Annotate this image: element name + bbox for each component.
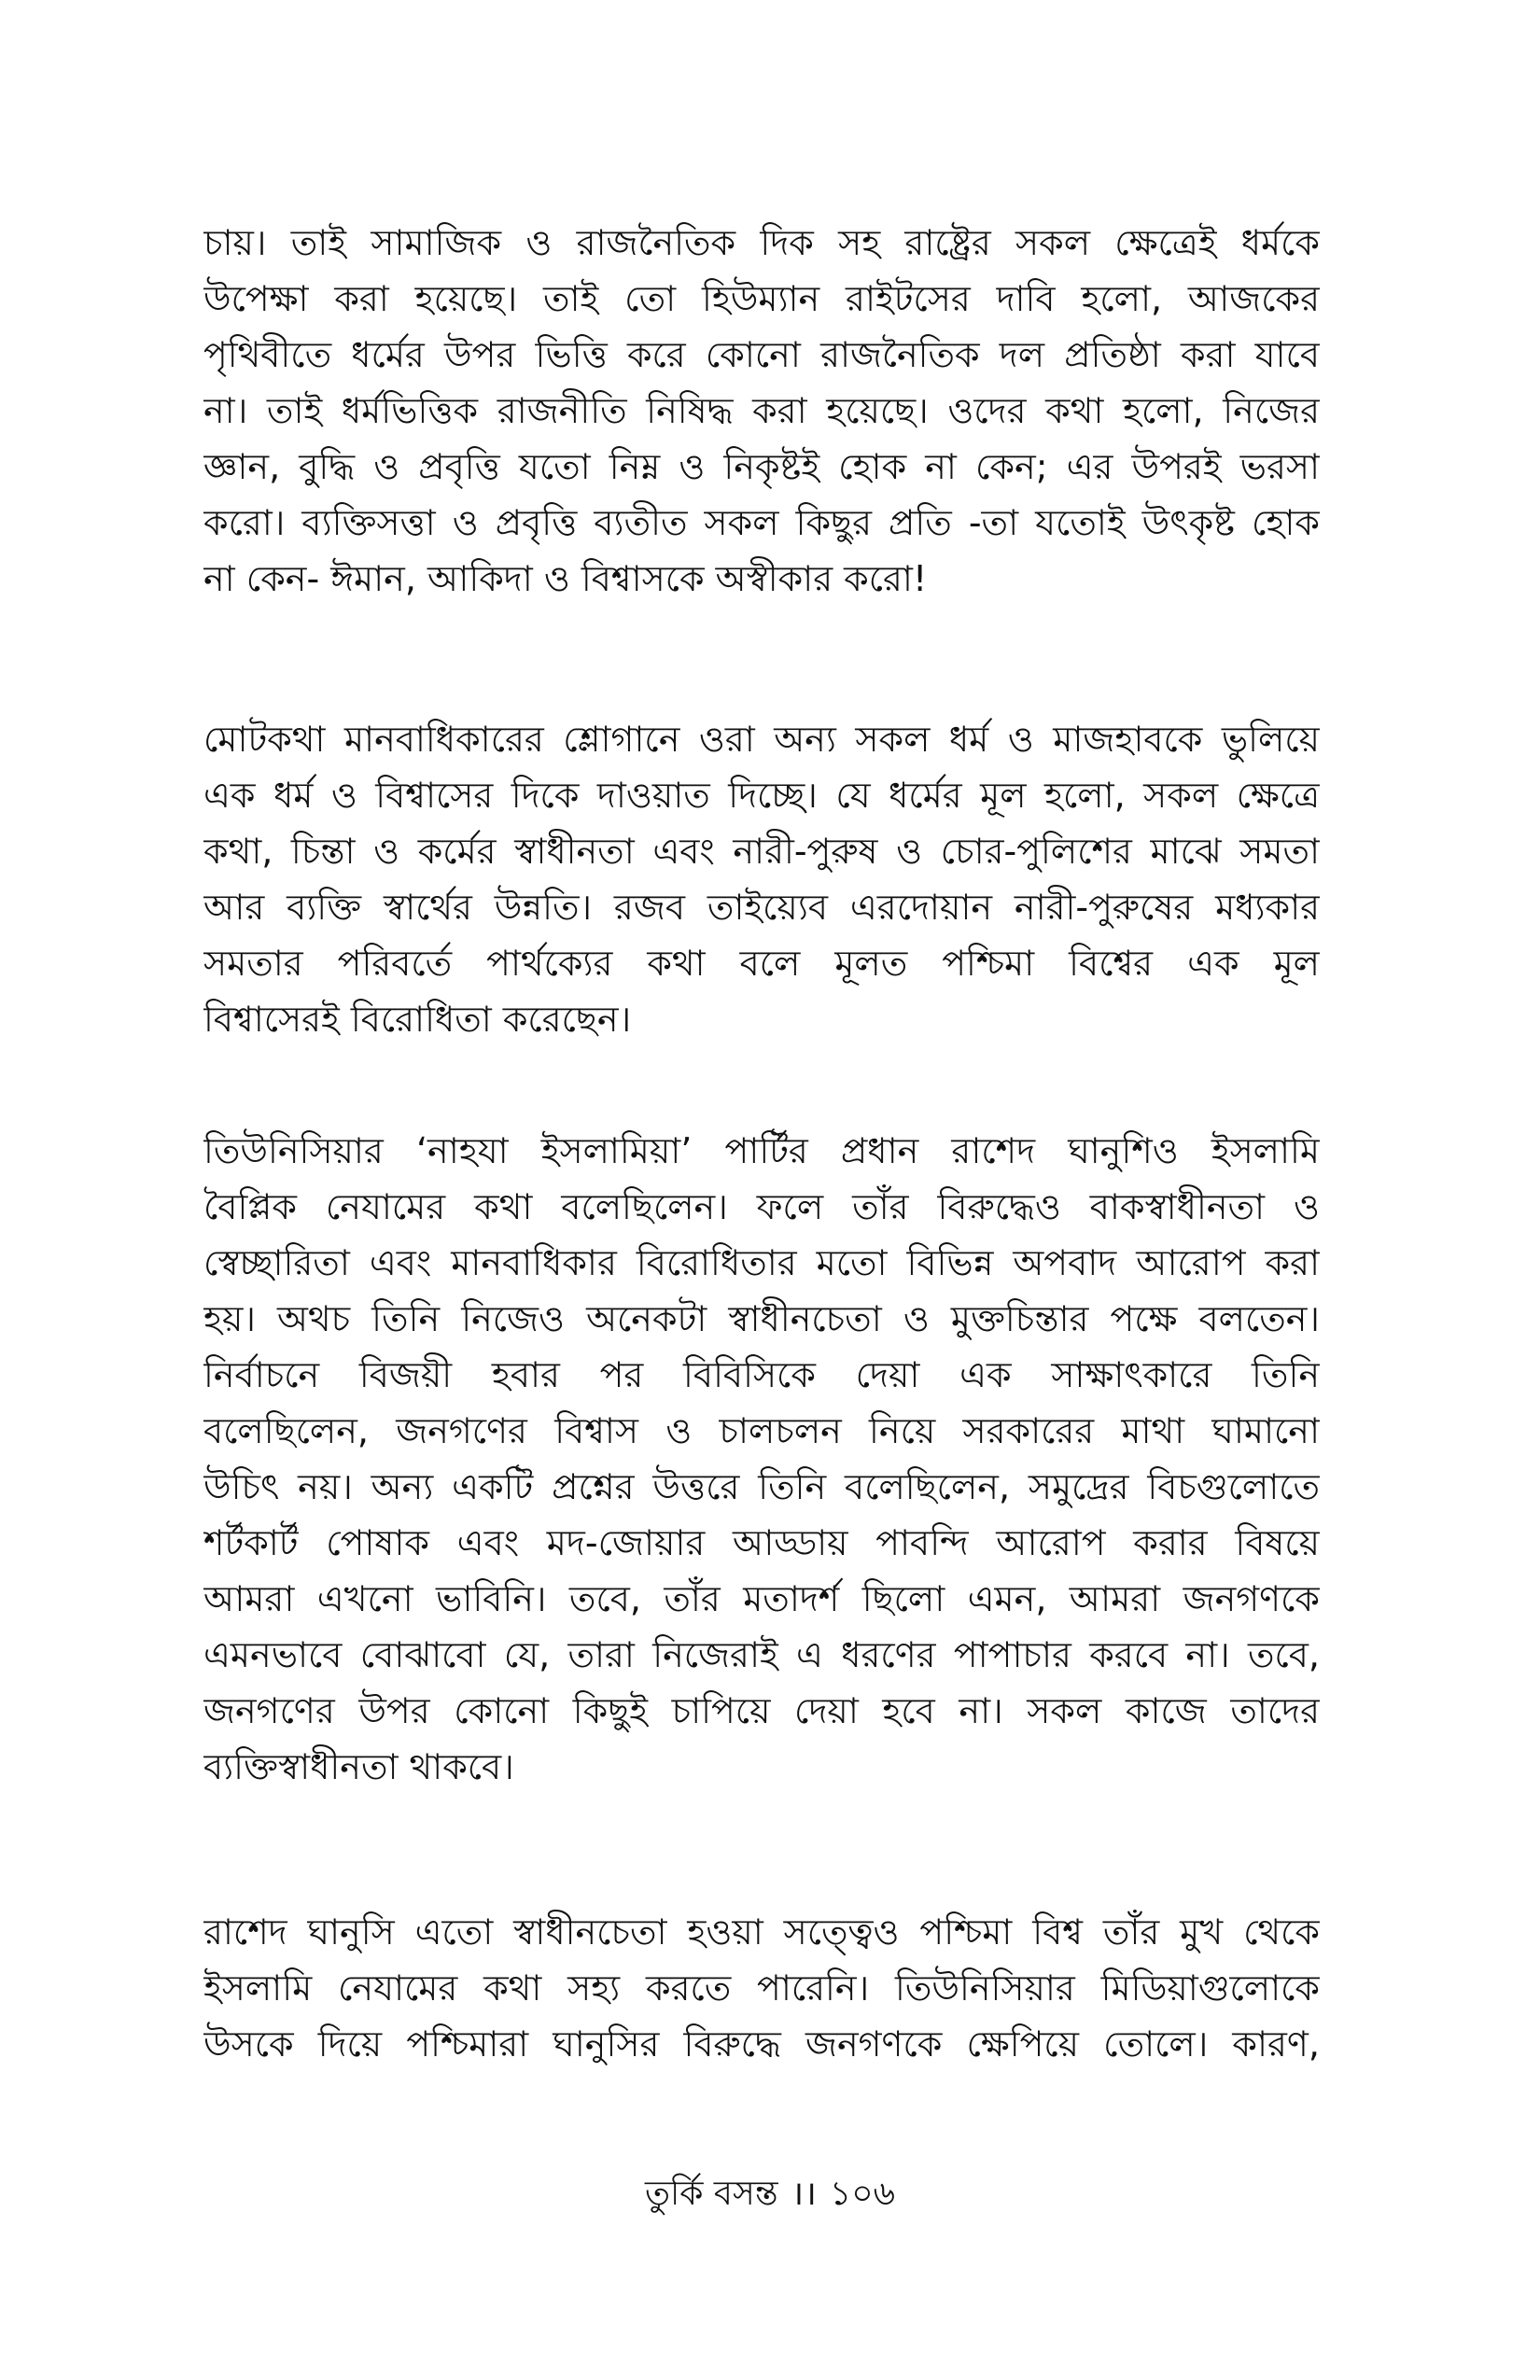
- paragraph-1: [203, 215, 1320, 607]
- text-line: উসকে দিয়ে পশ্চিমারা ঘানুসির বিরুদ্ধে জনগণকে ক্ষেপিয়ে তোলে। কারণ,: [203, 2023, 1320, 2065]
- paragraph-3: [203, 1123, 1320, 1795]
- text-line: সমতার পরিবর্তে পার্থক্যের কথা বলে মূলত পশ্চিমা বিশ্বের এক মূল: [203, 943, 1320, 984]
- text-line: ইসলামি নেযামের কথা সহ্য করতে পারেনি। তিউনিসিয়ার মিডিয়াগুলোকে: [203, 1967, 1320, 2009]
- text-line: এমনভাবে বোঝাবো যে, তারা নিজেরাই এ ধরণের পাপাচার করবে না। তবে,: [203, 1634, 1320, 1675]
- text-line: তিউনিসিয়ার ‘নাহযা ইসলামিয়া’ পার্টির প্রধান রাশেদ ঘানুশিও ইসলামি: [203, 1130, 1320, 1171]
- text-line: বলেছিলেন, জনগণের বিশ্বাস ও চালচলন নিয়ে সরকারের মাথা ঘামানো: [203, 1410, 1320, 1451]
- text-line: না। তাই ধর্মভিত্তিক রাজনীতি নিষিদ্ধ করা হয়েছে। ওদের কথা হলো, নিজের: [203, 390, 1320, 431]
- text-line: উচিৎ নয়। অন্য একটি প্রশ্নের উত্তরে তিনি বলেছিলেন, সমুদ্রের বিচগুলোতে: [203, 1466, 1320, 1507]
- footer-separator: ।।: [791, 2175, 817, 2213]
- text-line: না কেন- ঈমান, আকিদা ও বিশ্বাসকে অস্বীকার করো!: [203, 558, 928, 599]
- text-line: এক ধর্ম ও বিশ্বাসের দিকে দাওয়াত দিচ্ছে। যে ধর্মের মূল হলো, সকল ক্ষেত্রে: [203, 775, 1320, 816]
- text-line: আর ব্যক্তি স্বার্থের উন্নতি। রজব তাইয়্যেব এরদোয়ান নারী-পুরুষের মধ্যকার: [203, 887, 1320, 928]
- text-line: বৈপ্লিক নেযামের কথা বলেছিলেন। ফলে তাঁর বিরুদ্ধেও বাকস্বাধীনতা ও: [203, 1186, 1320, 1227]
- text-line: কথা, চিন্তা ও কর্মের স্বাধীনতা এবং নারী-পুরুষ ও চোর-পুলিশের মাঝে সমতা: [203, 831, 1320, 872]
- text-line: উপেক্ষা করা হয়েছে। তাই তো হিউম্যান রাইটসের দাবি হলো, আজকের: [203, 278, 1320, 319]
- text-line: বিশ্বাসেরই বিরোধিতা করেছেন।: [203, 999, 632, 1040]
- text-line: স্বেচ্ছারিতা এবং মানবাধিকার বিরোধিতার মতো বিভিন্ন অপবাদ আরোপ করা: [203, 1242, 1320, 1283]
- text-line: হয়। অথচ তিনি নিজেও অনেকটা স্বাধীনচেতা ও মুক্তচিন্তার পক্ষে বলতেন।: [203, 1298, 1320, 1339]
- text-line: পৃথিবীতে ধর্মের উপর ভিত্তি করে কোনো রাজনৈতিক দল প্রতিষ্ঠা করা যাবে: [203, 334, 1320, 375]
- text-line: রাশেদ ঘানুসি এতো স্বাধীনচেতা হওয়া সত্ত্বেও পশ্চিমা বিশ্ব তাঁর মুখ থেকে: [203, 1911, 1320, 1953]
- text-line: নির্বাচনে বিজয়ী হবার পর বিবিসিকে দেয়া এক সাক্ষাৎকারে তিনি: [203, 1354, 1320, 1395]
- text-line: জনগণের উপর কোনো কিছুই চাপিয়ে দেয়া হবে না। সকল কাজে তাদের: [203, 1690, 1320, 1731]
- paragraph-2: [203, 711, 1320, 1047]
- text-line: করো। ব্যক্তিসত্তা ও প্রবৃত্তি ব্যতীত সকল কিছুর প্রতি -তা যতোই উৎকৃষ্ট হোক: [203, 502, 1320, 543]
- page-number: ১০৬: [829, 2175, 896, 2213]
- text-line: মোটকথা মানবাধিকারের শ্লোগানে ওরা অন্য সকল ধর্ম ও মাজহাবকে ভুলিয়ে: [203, 719, 1320, 760]
- paragraph-4: [203, 1904, 1320, 2072]
- text-line: ব্যক্তিস্বাধীনতা থাকবে।: [203, 1746, 514, 1787]
- text-line: চায়। তাই সামাজিক ও রাজনৈতিক দিক সহ রাষ্ট্রের সকল ক্ষেত্রেই ধর্মকে: [203, 222, 1320, 263]
- page-footer: [0, 2171, 1540, 2218]
- text-line: আমরা এখনো ভাবিনি। তবে, তাঁর মতাদর্শ ছিলো এমন, আমরা জনগণকে: [203, 1578, 1320, 1619]
- footer-book-title: তুর্কি বসন্ত: [644, 2175, 778, 2213]
- text-line: শর্টকার্ট পোষাক এবং মদ-জোয়ার আড্ডায় পাবন্দি আরোপ করার বিষয়ে: [203, 1522, 1320, 1563]
- text-line: জ্ঞান, বুদ্ধি ও প্রবৃত্তি যতো নিম্ন ও নিকৃষ্টই হোক না কেন; এর উপরই ভরসা: [203, 446, 1320, 487]
